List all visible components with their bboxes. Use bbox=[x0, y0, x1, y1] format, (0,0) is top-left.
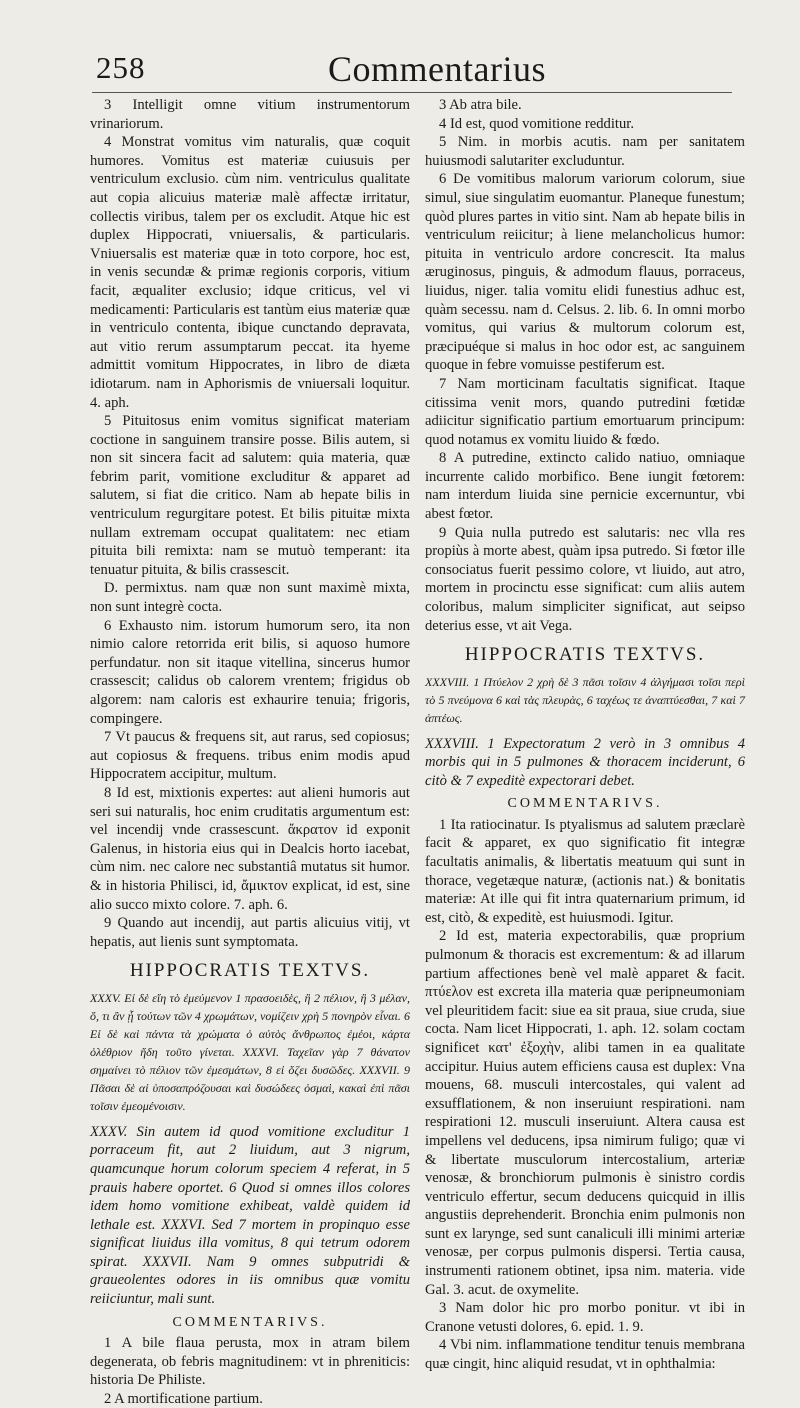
commentary-paragraph: 3 Nam dolor hic pro morbo ponitur. vt ibi in Cranone vetusti dolores, 6. epid. 1. 9. bbox=[425, 1300, 745, 1335]
greek-text: XXXV. Εἰ δὲ εἴη τὸ ἐμεύμενον 1 πρασοειδὲς, ἢ 2 πέλιον, ἢ 3 μέλαν, ὅ, τι ἂν ᾖ τούτων τῶν 4 χρωμάτων, νομίζειν χρὴ 5 πονηρὸν εἶναι. 6 Εἰ δὲ καὶ πάντα τὰ χρώματα ὁ αὐτὸς ἄνθρωπος ἐμέοι, κάρτα ὀλέθριον ἤδη τοῦτο γίνεται. XXXVI. Ταχεῖαν γὰρ 7 θάνατον σημαίνει τὸ πέλιον τῶν ἐμεσμάτων, 8 εἰ ὄζει δυσῶδες. XXXVII. 9 Πᾶσαι δὲ αἱ ὑποσαπρόζουσαι καὶ δυσώδεες ὀσμαὶ, κακαὶ ἐπὶ πᾶσι τοῖσιν ἐμεομένοισιν. bbox=[90, 990, 410, 1113]
commentary-paragraph: 4 Vbi nim. inflammatione tenditur tenuis membrana quæ cingit, hinc aliquid resudat, vt in ophthalmia: bbox=[425, 1337, 745, 1373]
note-paragraph: 8 A putredine, extincto calido natiuo, omniaque incurrente calido morbifico. Bene iungit fœtorem: nam interdum liuida sine pernicie excernuntur, vbi abest fœtor. bbox=[425, 450, 745, 523]
note-paragraph: 3 Intelligit omne vitium instrumentorum vrinariorum. bbox=[90, 97, 410, 132]
page-number: 258 bbox=[96, 50, 146, 85]
note-paragraph: 7 Vt paucus & frequens sit, aut rarus, sed copiosus; aut copiosus & frequens. tribus enim modis apud Hippocratem accipitur, multum. bbox=[90, 729, 410, 783]
header-rule bbox=[92, 92, 732, 93]
note-paragraph: 6 Exhausto nim. istorum humorum sero, ita non nimio calore retorrida erit bilis, si aquoso humore perfundatur. non sit itaque vitellina, sincerus humor crassescit; calidus ob calorem vrentem; frigidus ob algorem: nam caloris est exhaurire tenuia; frigoris, compingere. bbox=[90, 617, 410, 727]
note-paragraph: 4 Id est, quod vomitione redditur. bbox=[439, 115, 634, 132]
note-paragraph: 5 Pituitosus enim vomitus significat materiam coctione in sanguinem transire posse. Bilis autem, si non sit sincera facit ad salutem: quia materia, quæ febrim parit, vomitione excluditur & apparet ad salutem, si fiat die critico. Nam ab hepate bilis in ventriculum regurgitare potest. Et bilis pituitæ mixta nullam extremam occupat qualitatem: nec etiam pituita bili remixta: nam se mutuò temperant: ita tenuatur pituita, & bilis crassescit. bbox=[90, 413, 410, 578]
latin-text: XXXVIII. 1 Expectoratum 2 verò in 3 omnibus 4 morbis qui in 5 pulmones & thoracem inciderunt, 6 citò & 7 expeditè expectorari debet. bbox=[425, 735, 745, 789]
section-title: HIPPOCRATIS TEXTVS. bbox=[129, 960, 371, 982]
commentary-paragraph: 2 A mortificatione partium. bbox=[104, 1390, 263, 1407]
note-paragraph: 5 Nim. in morbis acutis. nam per sanitatem huiusmodi salutariter excluduntur. bbox=[425, 134, 745, 169]
commentary-paragraph: 1 A bile flaua perusta, mox in atram bilem degenerata, ob febris magnitudinem: vt in phreniticis: historia De Philiste. bbox=[90, 1335, 410, 1389]
commentary-title: COMMENTARIVS. bbox=[507, 796, 663, 812]
greek-text: XXXVIII. 1 Πτύελον 2 χρὴ δὲ 3 πᾶσι τοῖσιν 4 ἀλγήμασι τοῖσι περὶ τὸ 5 πνεύμονα 6 καὶ τὰς πλευρὰς, 6 ταχέως τε ἀναπτύεσθαι, 7 καὶ 7 ἀπτέως. bbox=[425, 674, 745, 725]
note-paragraph: 6 De vomitibus malorum variorum colorum, siue simul, siue singulatim euomantur. Planeque funestum; quòd plures partes in vitio sint. Nam ab hepate bilis in ventriculum reiicitur; à liene melancholicus humor: pituita in ventriculo ardore concrescit. Ita malus æruginosus, pinguis, & admodum flauus, porraceus, liuidus, niger. talia vomitu elidi funestius adhuc est, quàm secessu. nam d. Celsus. 2. lib. 6. In omni morbo vomitus, qui varius & multorum colorum est, præcipuéque si malus in hoc odor est, ac sanguinem quoque in febre vomuisse pestiferum est. bbox=[425, 171, 745, 374]
note-paragraph: 7 Nam morticinam facultatis significat. Itaque citissima venit mors, quando putredini fœtidæ adiicitur significatio partium emortuarum principum: quod notamus ex vomitu liuido & fœdo. bbox=[425, 375, 745, 448]
right-column bbox=[425, 96, 745, 1374]
note-paragraph: 9 Quando aut incendij, aut partis alicuius vitij, vt hepatis, aut lienis sunt symptomata. bbox=[90, 915, 410, 950]
section-title: HIPPOCRATIS TEXTVS. bbox=[464, 644, 706, 666]
left-column bbox=[90, 96, 410, 1408]
latin-text: XXXV. Sin autem id quod vomitione excluditur 1 porraceum fit, aut 2 liuidum, aut 3 nigrum, quamcunque horum colorum speciem 4 referat, in 5 prauis habere oportet. 6 Quod si omnes illos colores idem homo vomitione exhibeat, valdè quidem id lethale est. XXXVI. Sed 7 mortem in propinquo esse significat liuidus illa vomitus, 8 qui tetrum odorem spirat. XXXVII. Nam 9 omnes subputridi & graueolentes odores in iis omnibus quæ vomitu reiiciuntur, mali sunt. bbox=[90, 1123, 410, 1308]
note-paragraph: D. permixtus. nam quæ non sunt maximè mixta, non sunt integrè cocta. bbox=[90, 580, 410, 616]
note-paragraph: 3 Ab atra bile. bbox=[439, 97, 522, 113]
note-paragraph: 9 Quia nulla putredo est salutaris: nec vlla res propiùs à morte abest, quàm ipsa putredo. Si fœtor ille consociatus fuerit pessimo colore, vt liuido, aut atro, mortem in procinctu esse significat: cum aliis autem coloribus, malum simpliciter significat, aut seipso deterius esse, vt ait Vega. bbox=[425, 524, 745, 634]
commentary-title: COMMENTARIVS. bbox=[172, 1314, 328, 1330]
note-paragraph: 8 Id est, mixtionis expertes: aut alieni humoris aut seri sui naturalis, hoc enim cruditatis argumentum est: vel incendij vnde crassescunt. ἄκρατον id exponit Galenus, in historia eius qui in Dealcis horto iacebat, cùm nim. nec calore nec substantiâ mutatus sit humor. & in historia Philisci, id, ἄμικτον explicat, id est, sine alio succo mixto colore. 7. aph. 6. bbox=[90, 784, 410, 913]
note-paragraph: 4 Monstrat vomitus vim naturalis, quæ coquit humores. Vomitus est materiæ cuiusuis per ventriculum exclusio. cùm nim. ventriculus qualitate aut copia alicuius materiæ malè affectæ irritatur, collectis viribus, talem per os excludit. Atque hic est duplex Hippocrati, vniuersalis, & particularis. Vniuersalis est materiæ quæ in toto corpore, hoc est, in venis secundæ & primæ regionis corporis, vitium facit, æqualiter exclusio; idque criticus, vel vi medicamenti: Particularis est tantùm eius materiæ quæ in ventriculo contenta, ibique cunctando depravata, aut vitio rerum assumptarum peccat. ita hyeme admittit vomitum Hippocrates, in libro de diæta idiotarum. nam in Aphorismis de vniuersali loquitur. 4. aph. bbox=[90, 134, 410, 411]
commentary-paragraph: 2 Id est, materia expectorabilis, quæ proprium pulmonum & thoracis est excrementum: & ad illarum partium affectiones benè vel malè apparet & facit. πτύελον est excreta illa materia quæ peripneumoniam vel pleuritidem facit: siue ea sit praua, siue cruda, siue cocta. Nam licet Hippocrati, 1. aph. 12. solam coctam significet κατ' ἐξοχὴν, alibi tamen in ea qualitate accipitur. Huius autem efficiens causa est duplex: Vna mouens, 68. musculi intercostales, qui valent ad exsufflationem, & non inseruiunt respirationi. nam respirationi 12. musculi inseruiunt. Altera causa est impellens vel deducens, ipsa nimirum fuligo; quæ vi & libertate musculorum intercostalium, arteriæ venosæ, & bronchiorum pulmonis è sinistro cordis ventriculo effertur, secum deducens quicquid in illis angustiis deprehenderit. Bronchia enim pulmonis non sunt ex larynge, sed sunt canaliculi illi minimi arteriæ venosæ, per corpus pulmonis dispersi. Tertia causa, instrumenti rationem obtinet, ipsa nim. materia. vide Gal. 3. acut. de oxymelite. bbox=[425, 928, 745, 1298]
running-title: Commentarius bbox=[328, 49, 546, 89]
commentary-paragraph: 1 Ita ratiocinatur. Is ptyalismus ad salutem præclarè facit & apparet, ex quo significatio fit integræ facultatis animalis, & libertatis meatuum qui sunt in thorace, vegetæque naturæ, (actionis nat.) & bonitatis materiæ: At ille qui fit intra quaternarium primum, id est, citò, & expeditè, est huiusmodi. Igitur. bbox=[425, 816, 745, 926]
